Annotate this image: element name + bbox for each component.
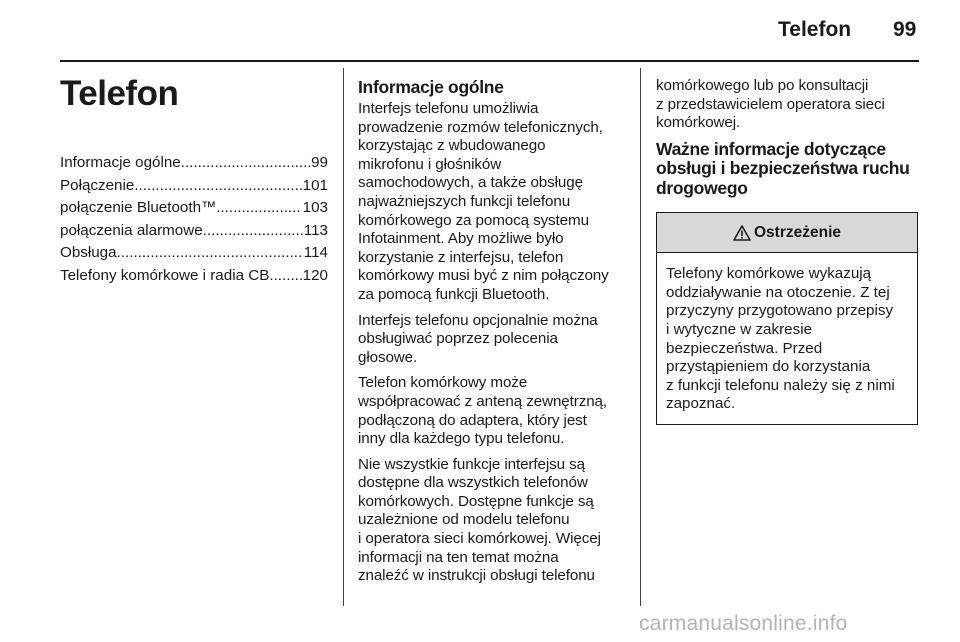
column-divider-1 [343,68,344,606]
toc-entry-page: 120 [302,266,328,284]
column-3 [656,77,922,425]
toc-entry[interactable] [60,242,328,265]
section-heading: Ważne informacje dotyczące obsługi i bezpieczeństwa ruchu drogowego [656,138,910,198]
column-1 [60,74,328,287]
section-heading: Informacje ogólne [358,77,504,97]
continued-paragraph: komórkowego lub po konsultacji z przedstawicielem operatora sieci komórkowej. [656,77,885,132]
page-number: 99 [893,18,917,41]
body-paragraph: Nie wszystkie funkcje interfejsu są dostępne dla wszystkich telefonów komórkowych. Dostępne funkcje są uzależnione od modelu telefonu i operatora sieci komórkowej. Więcej informacji na ten temat można znaleźć w instrukcji obsługi telefonu [358,455,601,585]
warning-header [657,213,917,253]
toc-entry-page: 99 [311,154,328,171]
toc-leader-dots [216,197,301,220]
warning-triangle-icon [733,225,751,241]
toc-leader-dots [203,220,303,243]
header-rule [60,60,919,62]
toc-leader-dots [269,265,301,288]
toc-entry[interactable] [60,265,328,288]
toc-entry-page: 113 [303,221,328,239]
toc-entry[interactable] [60,175,328,198]
toc-entry[interactable] [60,197,328,220]
toc-entry-label: Informacje ogólne [60,154,181,171]
toc-entry-label: Telefony komórkowe i radia CB [60,266,270,284]
toc-entry[interactable] [60,152,328,175]
toc-entry-label: połączenie Bluetooth™ [60,199,217,216]
toc-entry-page: 103 [302,199,328,216]
toc-entry-page: 101 [302,176,328,194]
warning-box [656,212,918,425]
toc-leader-dots [181,152,310,175]
table-of-contents [60,152,328,287]
toc-entry[interactable] [60,220,328,243]
chapter-title: Telefon [60,74,179,113]
toc-entry-label: połączenia alarmowe [60,221,203,239]
toc-leader-dots [117,242,303,265]
running-title: Telefon [778,18,852,41]
body-paragraph: Interfejs telefonu umożliwia prowadzenie rozmów telefonicznych, korzystając z wbudowanego mikrofonu i głośników samochodowych, a także obsługę najważniejszych funkcji telefonu komórkowego za pomocą systemu Infotainment. Aby możliwe było korzystanie z interfejsu, telefon komórkowy musi być z nim połączony za pomocą funkcji Bluetooth. [358,100,609,303]
warning-title: Ostrzeżenie [753,223,841,241]
toc-leader-dots [134,175,301,198]
body-paragraph: Interfejs telefonu opcjonalnie można obsługiwać poprzez polecenia głosowe. [358,311,598,366]
toc-entry-label: Połączenie [60,176,135,194]
body-paragraph: Telefon komórkowy może współpracować z anteną zewnętrzną, podłączoną do adaptera, który jest inny dla każdego typu telefonu. [358,374,608,448]
toc-entry-page: 114 [303,244,328,261]
warning-text: Telefony komórkowe wykazują oddziaływanie na otoczenie. Z tej przyczyny przygotowano przepisy i wytyczne w zakresie bezpieczeństwa. Przed przystąpieniem do korzystania z funkcji telefonu należy się z nimi zapoznać. [666,265,895,413]
column-2 [358,77,630,593]
watermark: carmanualsonline.info [639,612,848,635]
toc-entry-label: Obsługa [60,244,117,261]
column-divider-2 [640,68,641,606]
